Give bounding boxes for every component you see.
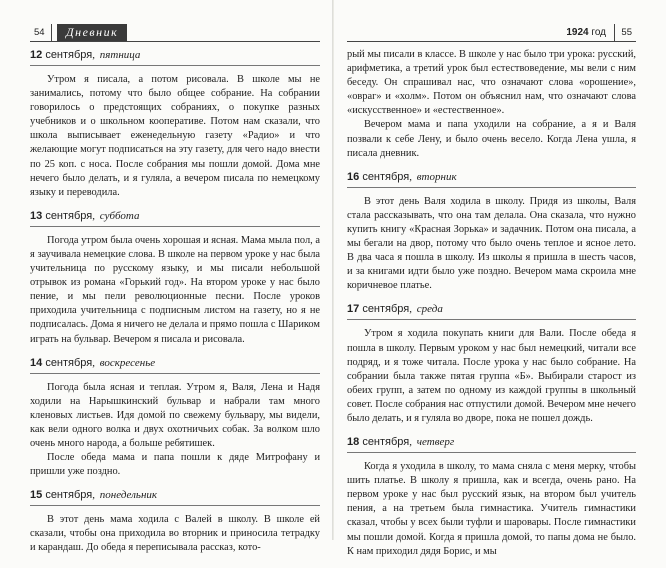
entry-paragraph: В этот день мама ходила с Валей в школу. В школе ей сказали, чтобы она приходила во вторник и приносила тетрадку и карандаш. До обеда я переписывала рассказ, кото-: [30, 514, 320, 554]
entry-heading: 16 сентября, вторник: [347, 170, 636, 188]
entry-paragraph: Когда я уходила в школу, то мама сняла с меня мерку, чтобы шить платье. В школу я пришла, как и всегда, очень рано. На первом уроке у нас был русский язык, на втором был учитель пения, а на третьем была гимнастика. Учитель гимнастики сказал, чтобы у всех были туфли и шаровары. После гимнастики мы пошли домой. Когда я пришла домой, то папы дома не было. К нам приходил дядя Борис, и мы: [347, 461, 636, 557]
left-page: [0, 0, 333, 554]
diary-entry: [347, 170, 636, 294]
entry-heading: 13 сентября, суббота: [30, 209, 320, 227]
entry-weekday: понедельник: [99, 489, 158, 502]
entry-heading: 18 сентября, четверг: [347, 435, 636, 453]
right-page-header: [347, 24, 636, 42]
entry-day: 17: [347, 303, 360, 316]
entry-day: 18: [347, 436, 360, 449]
entry-month: сентября: [45, 209, 93, 222]
right-page: [333, 0, 666, 557]
entry-paragraph: Утром я ходила покупать книги для Вали. После обеда я пошла в школу. Первым уроком у нас был немецкий, читали все подряд, и я тоже читала. После урока у нас было собрание. На собрании была также пятая группа «Б». Выбирали старост из обеих групп, а затем по одному из каждой группы в школьный совет. После собрания нас отпустили домой. Вечером мне нечего было делать, и я гуляла во дворе, пока не пошел дождь.: [347, 328, 636, 424]
diary-entry: [30, 48, 320, 200]
header-divider: [51, 24, 52, 42]
entry-weekday: пятница: [99, 49, 141, 61]
entry-day: 12: [30, 49, 43, 61]
diary-entry: [30, 488, 320, 555]
header-rule: [347, 41, 636, 42]
diary-entry: [30, 209, 320, 347]
entry-weekday: вторник: [416, 170, 457, 183]
entry-date: [347, 436, 409, 448]
page-number: 54: [34, 27, 45, 38]
diary-entry: [347, 435, 636, 559]
diary-entry: [347, 302, 636, 426]
entry-weekday: суббота: [99, 209, 140, 222]
entry-paragraph: Погода была ясная и теплая. Утром я, Валя, Лена и Надя ходили на Нарышкинский бульвар и набрали там много кленовых листьев. Идя домой по свежему бульвару, мы видели, как вели одного волка и двух охотничьих собак. За волком шло очень много народа, а больше ребятишек.: [30, 381, 320, 449]
entry-month: сентября: [362, 436, 410, 449]
entry-month: сентября: [45, 356, 93, 369]
entry-paragraph: После обеда мама и папа пошли к дяде Митрофану и пришли уже поздно.: [30, 452, 320, 478]
entry-paragraph: Погода утром была очень хорошая и ясная. Мама мыла пол, а я заучивала немецкие слова. В школе на первом уроке у нас была учительница по русскому языку, и мы писали небольшой отрывок из романа «Горький год». На втором уроке у нас было пение, и мы пели революционные песни. После уроков приходила учительница с подписным листом на газету, но я не подписалась. Дома я ничего не делала и прямо пошла с Шариком играть на бульвар. Вечером я писала и рисовала.: [30, 234, 320, 345]
entry-paragraph: В этот день Валя ходила в школу. Придя из школы, Валя стала рассказывать, что она там делала. Она сказала, что нужно купить книгу «Красная Зорька» и задачник. Потом она писала, а мы бегали на двор, потому что было очень теплое и ясное лето. В два часа я пошла в школу. Из школы я пришла в шесть часов, и за книгами идти было уже поздно. Вечером мама скроила мне коричневое платье.: [347, 195, 636, 292]
running-title: Дневник: [57, 24, 127, 41]
year-value: 1924: [566, 27, 589, 38]
entry-date: [30, 49, 92, 61]
entry-month: сентября: [362, 303, 410, 316]
running-year: [566, 27, 606, 38]
year-suffix: год: [591, 27, 606, 38]
entry-date: [30, 489, 92, 501]
entry-heading: 17 сентября, среда: [347, 302, 636, 320]
entry-weekday: среда: [416, 303, 443, 316]
entry-date: [30, 357, 92, 369]
diary-entry: [30, 356, 320, 480]
entry-weekday: воскресенье: [99, 356, 156, 369]
entry-month: сентября: [362, 170, 410, 183]
entry-paragraph: Утром я писала, а потом рисовала. В школе мы не занимались, потому что было общее собрание. На собрании говорилось о предстоящих собраниях, о покупке разных учебников и о школьном кооперативе. Потом нам сказали, что школа выписывает еженедельную газету «Радио» и что желающие могут подписаться на эту газету, для чего надо внести по 25 коп. с носа. После собрания мы пошли домой. Дома мне нечего было делать, и я гуляла, а вечером писала по немецкому языку и переводила.: [30, 74, 320, 198]
entry-date: [347, 171, 409, 183]
entry-day: 13: [30, 209, 43, 222]
entry-day: 15: [30, 489, 43, 502]
entry-month: сентября: [45, 489, 93, 502]
entry-day: 16: [347, 170, 360, 183]
header-rule: [30, 41, 320, 42]
entry-month: сентября: [45, 49, 93, 61]
header-divider: [614, 24, 615, 42]
entry-date: [347, 303, 409, 315]
entry-heading: 15 сентября, понедельник: [30, 488, 320, 506]
left-page-header: [30, 24, 320, 42]
continued-paragraph: рый мы писали в классе. В школе у нас было три урока: русский, арифметика, а третий урок был естествоведение, мы вели с ним беседу. Он спрашивал нас, что означают слова «орошение», «овраг» и «холм». Потом он объяснил нам, что означают слова «искусственное» и «естественное».: [347, 49, 636, 117]
left-page-body: [30, 48, 320, 565]
right-page-body: [347, 48, 636, 568]
entry-heading: 12 сентября, пятница: [30, 48, 320, 66]
entry-weekday: четверг: [416, 436, 455, 449]
entry-date: [30, 210, 92, 222]
entry-day: 14: [30, 356, 43, 369]
page-number: 55: [621, 27, 632, 38]
entry-heading: 14 сентября, воскресенье: [30, 356, 320, 374]
continued-paragraph: Вечером мама и папа уходили на собрание, а я и Валя позвали к себе Лену, и было очень весело. Когда Лена ушла, я писала дневник.: [347, 119, 636, 159]
